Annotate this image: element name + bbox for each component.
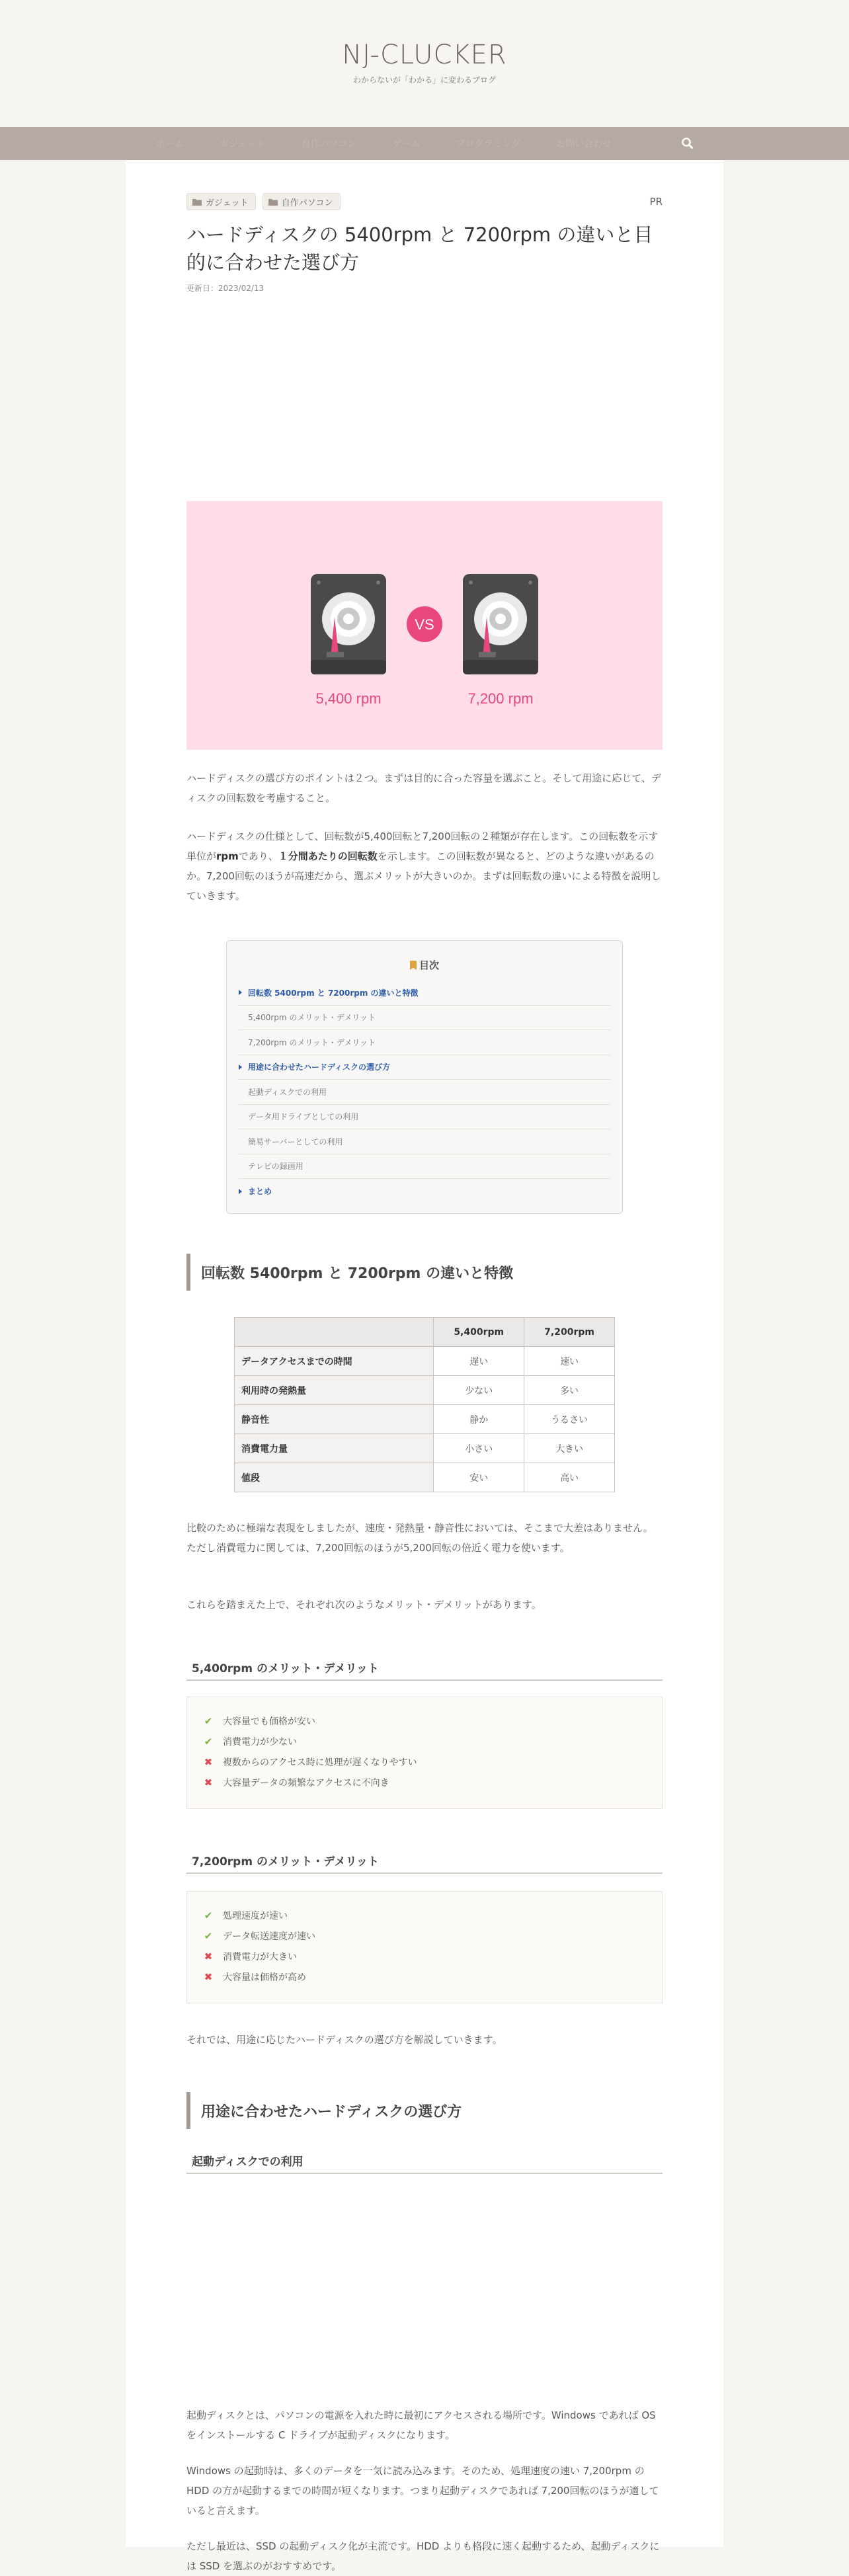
nav-item-contact[interactable]: お問い合わせ xyxy=(556,139,612,149)
pr-label: PR xyxy=(649,196,663,208)
table-row xyxy=(235,1434,615,1463)
post-date: 更新日：2023/02/13 xyxy=(186,284,264,293)
table-header-cell: 7,200rpm xyxy=(524,1318,615,1347)
list-item: ✔ データ転送速度が速い xyxy=(202,1925,647,1946)
cross-icon: ✖ xyxy=(204,1776,213,1789)
table-cell: 速い xyxy=(524,1347,615,1376)
table-row-label: 静音性 xyxy=(235,1405,434,1434)
toc-item[interactable]: 簡易サーバーとしての利用 xyxy=(239,1129,610,1154)
pros-cons-box xyxy=(186,1697,663,1809)
section-heading: 回転数 5400rpm と 7200rpm の違いと特徴 xyxy=(186,1254,663,1291)
hero-vs-label: VS xyxy=(415,616,434,633)
main-nav xyxy=(0,127,849,160)
site-title[interactable]: NJ-CLUCKER xyxy=(342,40,507,70)
category-tag[interactable] xyxy=(263,193,341,210)
rpm-paragraph: ハードディスクの仕様として、回転数が5,400回転と7,200回転の２種類が存在します。この回転数を示す単位がrpmであり、１分間あたりの回転数を示します。この回転数が異なると、どのような違いがあるのか。7,200回転のほうが高速だから、選ぶメリットが大きいのか。まずは回転数の違いによる特徴を説明していきます。 xyxy=(186,830,661,902)
sub-heading: 7,200rpm のメリット・デメリット xyxy=(186,1847,663,1874)
list-item: ✔ 消費電力が少ない xyxy=(202,1731,647,1751)
paragraph: 比較のために極端な表現をしましたが、速度・発熱量・静音性においては、そこまで大差はありません。ただし消費電力に関しては、7,200回転のほうが5,200回転の倍近く電力を使います。 xyxy=(186,1522,653,1554)
category-tag[interactable] xyxy=(186,193,256,210)
table-cell: 大きい xyxy=(524,1434,615,1463)
table-row xyxy=(235,1463,615,1492)
nav-item-game[interactable]: ゲーム xyxy=(392,139,421,149)
hero-right-label: 7,200 rpm xyxy=(467,690,534,707)
toc-item[interactable]: まとめ xyxy=(239,1179,610,1204)
folder-icon xyxy=(192,198,202,206)
check-icon: ✔ xyxy=(204,1929,213,1942)
table-header-cell xyxy=(235,1318,434,1347)
table-header-cell: 5,400rpm xyxy=(434,1318,524,1347)
hdd-right-icon xyxy=(463,574,538,674)
vs-badge xyxy=(407,606,442,642)
table-row xyxy=(235,1405,615,1434)
sub-heading: 5,400rpm のメリット・デメリット xyxy=(186,1654,663,1681)
list-item: ✖ 複数からのアクセス時に処理が遅くなりやすい xyxy=(202,1751,647,1772)
toc-item[interactable]: 用途に合わせたハードディスクの選び方 xyxy=(239,1055,610,1080)
toc-title: 目次 xyxy=(227,958,622,972)
cross-icon: ✖ xyxy=(204,1950,213,1962)
nav-item-programming[interactable]: プログラミング xyxy=(456,139,521,149)
paragraph: ただし最近は、SSD の起動ディスク化が主流です。HDD よりも格段に速く起動するため、起動ディスクには SSD を選ぶのがおすすめです。 xyxy=(186,2540,660,2572)
toc-list xyxy=(239,981,610,1204)
check-icon: ✔ xyxy=(204,1909,213,1921)
paragraph: これらを踏まえた上で、それぞれ次のようなメリット・デメリットがあります。 xyxy=(186,1599,542,1611)
table-row xyxy=(235,1376,615,1405)
hero-image xyxy=(186,501,663,750)
triangle-right-icon xyxy=(239,1065,242,1070)
table-cell: 小さい xyxy=(434,1434,524,1463)
post-title: ハードディスクの 5400rpm と 7200rpm の違いと目的に合わせた選び方 xyxy=(186,223,653,274)
bookmark-icon xyxy=(410,961,417,970)
table-row xyxy=(235,1347,615,1376)
site-header xyxy=(0,0,849,127)
table-row-label: 値段 xyxy=(235,1463,434,1492)
folder-icon xyxy=(268,198,278,206)
list-item: ✔ 大容量でも価格が安い xyxy=(202,1711,647,1731)
list-item: ✔ 処理速度が速い xyxy=(202,1905,647,1925)
list-item: ✖ 消費電力が大きい xyxy=(202,1946,647,1966)
paragraph: Windows の起動時は、多くのデータを一気に読み込みます。そのため、処理速度の速い 7,200rpm の HDD の方が起動するまでの時間が短くなります。つまり起動ディスクであれば 7,200回転のほうが適していると言えます。 xyxy=(186,2465,659,2516)
check-icon: ✔ xyxy=(204,1714,213,1727)
table-row-label: データアクセスまでの時間 xyxy=(235,1347,434,1376)
cross-icon: ✖ xyxy=(204,1755,213,1768)
toc-item[interactable]: テレビの録画用 xyxy=(239,1154,610,1180)
table-cell: うるさい xyxy=(524,1405,615,1434)
section-heading: 用途に合わせたハードディスクの選び方 xyxy=(186,2092,663,2129)
comparison-table xyxy=(234,1317,615,1492)
pros-cons-box xyxy=(186,1891,663,2003)
table-row-label: 利用時の発熱量 xyxy=(235,1376,434,1405)
table-cell: 高い xyxy=(524,1463,615,1492)
toc-item[interactable]: 7,200rpm のメリット・デメリット xyxy=(239,1030,610,1055)
table-cell: 静か xyxy=(434,1405,524,1434)
table-cell: 多い xyxy=(524,1376,615,1405)
hero-left-label: 5,400 rpm xyxy=(315,690,382,707)
search-icon[interactable] xyxy=(680,136,696,151)
table-row-label: 消費電力量 xyxy=(235,1434,434,1463)
nav-item-home[interactable]: ホーム xyxy=(156,139,184,149)
category-label: ガジェット xyxy=(206,198,249,208)
table-header-row xyxy=(235,1318,615,1347)
paragraph: 起動ディスクとは、パソコンの電源を入れた時に最初にアクセスされる場所です。Windows であれば OS をインストールする C ドライブが起動ディスクになります。 xyxy=(186,2409,656,2441)
category-list xyxy=(186,193,663,212)
triangle-right-icon xyxy=(239,990,242,995)
sub-heading: 起動ディスクでの利用 xyxy=(186,2148,663,2174)
nav-item-gadget[interactable]: ガジェット xyxy=(220,139,266,149)
list-item: ✖ 大容量データの頻繁なアクセスに不向き xyxy=(202,1772,647,1792)
table-cell: 安い xyxy=(434,1463,524,1492)
toc-item[interactable]: 5,400rpm のメリット・デメリット xyxy=(239,1006,610,1031)
triangle-right-icon xyxy=(239,1189,242,1194)
article-card xyxy=(126,160,723,2572)
check-icon: ✔ xyxy=(204,1735,213,1748)
toc-item[interactable]: データ用ドライブとしての利用 xyxy=(239,1105,610,1130)
hdd-left-icon xyxy=(311,574,386,674)
cross-icon: ✖ xyxy=(204,1970,213,1983)
paragraph: それでは、用途に応じたハードディスクの選び方を解説していきます。 xyxy=(186,2034,503,2046)
table-cell: 遅い xyxy=(434,1347,524,1376)
list-item: ✖ 大容量は価格が高め xyxy=(202,1966,647,1987)
toc-item[interactable]: 起動ディスクでの利用 xyxy=(239,1080,610,1105)
category-label: 自作パソコン xyxy=(281,198,333,208)
table-of-contents xyxy=(226,940,623,1214)
toc-item[interactable]: 回転数 5400rpm と 7200rpm の違いと特徴 xyxy=(239,981,610,1006)
table-cell: 少ない xyxy=(434,1376,524,1405)
nav-item-pc[interactable]: 自作パソコン xyxy=(301,139,357,149)
site-description: わからないが「わかる」に変わるブログ xyxy=(352,75,496,85)
intro-paragraph: ハードディスクの選び方のポイントは２つ。まずは目的に合った容量を選ぶこと。そして用途に応じて、ディスクの回転数を考慮すること。 xyxy=(186,772,661,804)
